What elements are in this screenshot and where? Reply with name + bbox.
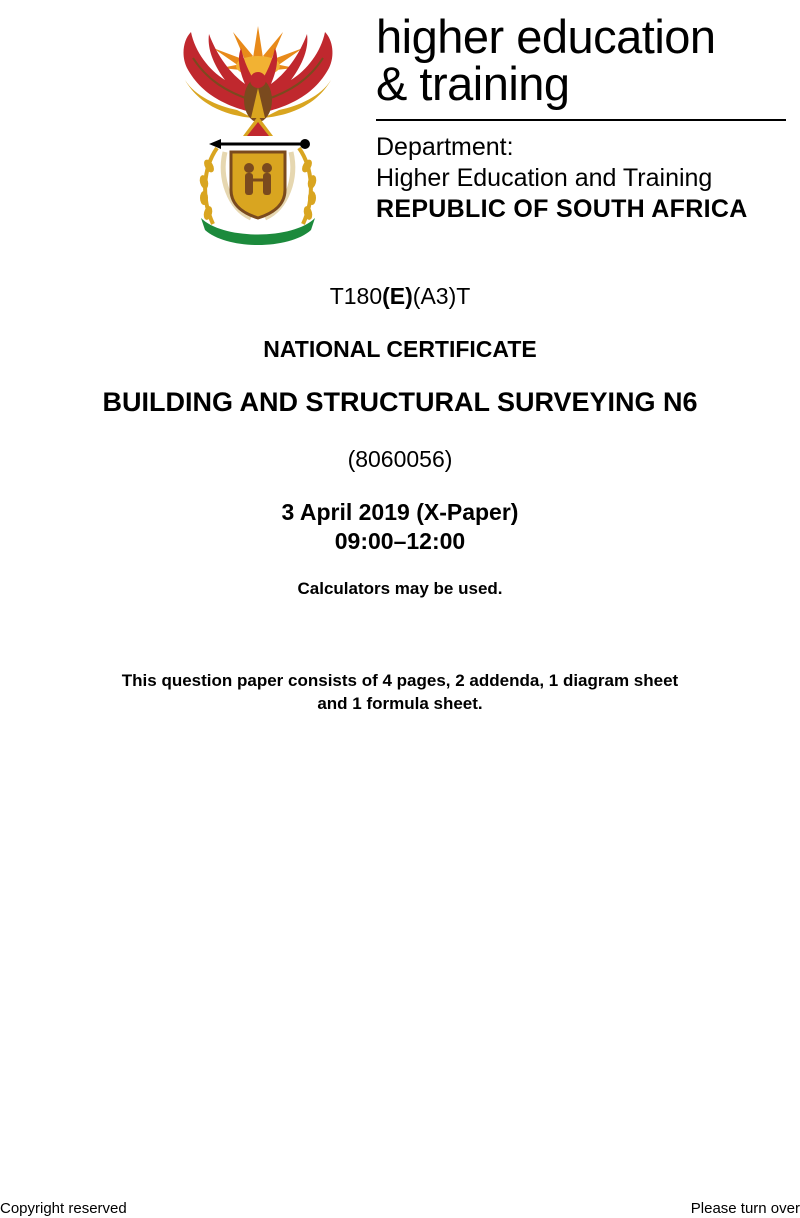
brand-divider	[376, 119, 786, 121]
shield	[231, 152, 285, 218]
footer-turn-over: Please turn over	[690, 1200, 800, 1217]
paper-code-suffix: (A3)T	[412, 283, 471, 309]
department-brand	[376, 10, 788, 223]
calculator-note: Calculators may be used.	[297, 579, 503, 598]
exam-date: 3 April 2019 (X-Paper)	[281, 499, 519, 525]
wheat-right	[299, 148, 318, 224]
subject-title: BUILDING AND STRUCTURAL SURVEYING N6	[102, 387, 698, 417]
subject-code: (8060056)	[347, 446, 453, 472]
certificate-title: NATIONAL CERTIFICATE	[263, 336, 537, 362]
department-label: Department:	[376, 133, 514, 161]
paper-code	[0, 283, 800, 310]
paper-contents-line2: and 1 formula sheet.	[317, 694, 483, 713]
paper-code-prefix: T180	[329, 283, 383, 309]
paper-code-language: (E)	[382, 283, 413, 309]
country-name: REPUBLIC OF SOUTH AFRICA	[376, 195, 748, 223]
wheat-left	[198, 148, 217, 224]
department-name: Higher Education and Training	[376, 164, 713, 192]
motto-ribbon	[201, 218, 315, 245]
paper-contents-note	[0, 669, 800, 715]
coat-of-arms-emblem	[173, 18, 343, 246]
brand-line-higher-education: higher education	[376, 10, 716, 63]
paper-contents-line1: This question paper consists of 4 pages, 2 addenda, 1 diagram sheet	[121, 671, 679, 690]
exam-time: 09:00–12:00	[334, 528, 466, 554]
brand-line-training: & training	[376, 57, 570, 110]
exam-date-time	[0, 498, 800, 556]
department-text	[376, 132, 748, 225]
protea-flower	[243, 116, 273, 136]
footer-copyright: Copyright reserved	[0, 1200, 127, 1217]
